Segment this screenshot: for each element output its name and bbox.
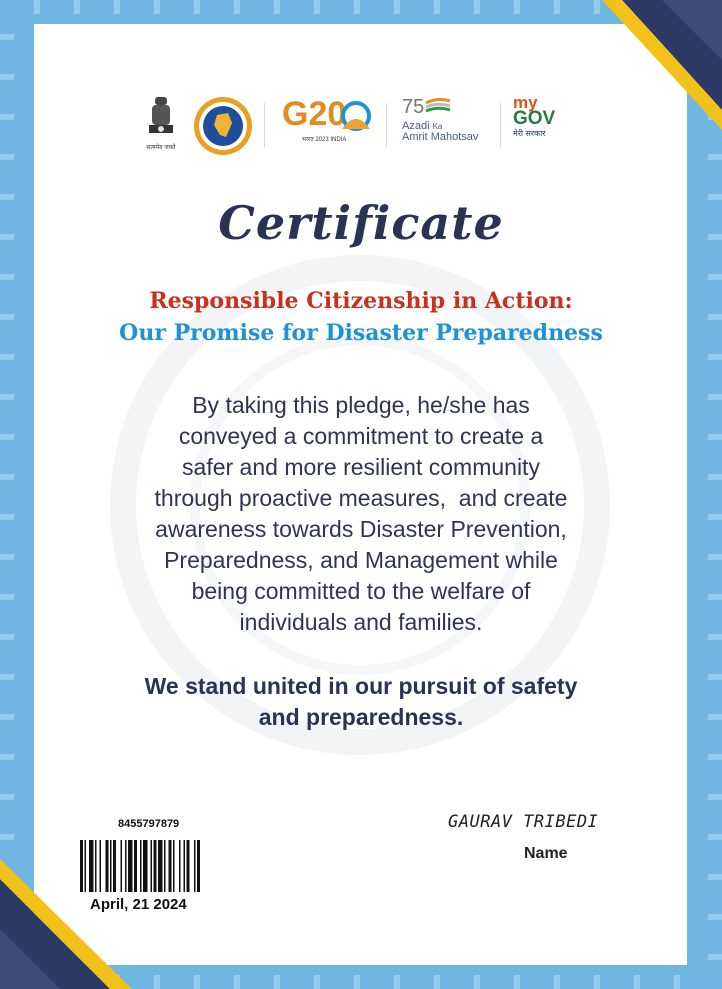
barcode	[80, 840, 260, 892]
barcode-bar	[173, 840, 175, 892]
barcode-bar	[125, 840, 127, 892]
barcode-bar	[128, 840, 133, 892]
azadi-ka: Ka	[432, 122, 443, 131]
pledge-line: By taking this pledge, he/she has	[192, 392, 530, 418]
logo-divider	[386, 103, 387, 147]
ndma-seal-icon	[192, 95, 254, 157]
pledge-body	[88, 390, 634, 638]
subtitle-line-1: Responsible Citizenship in Action:	[149, 288, 573, 314]
barcode-bar	[106, 840, 109, 892]
certificate-title: Certificate	[218, 196, 504, 250]
tricolor-75-icon	[402, 95, 452, 117]
pledge-line: safer and more resilient community	[182, 454, 540, 480]
pledge-line: individuals and families.	[239, 609, 483, 635]
lotus-globe-icon	[338, 101, 374, 135]
pledge-line: Preparedness, and Management while	[164, 547, 558, 573]
mygov-my: my	[513, 93, 538, 112]
ashoka-emblem-icon	[140, 95, 182, 141]
g20-logo	[282, 95, 377, 143]
barcode-bar	[154, 840, 157, 892]
barcode-bar	[134, 840, 137, 892]
barcode-bar	[85, 840, 87, 892]
barcode-bar	[121, 840, 123, 892]
barcode-bar	[158, 840, 163, 892]
azadi-line2: Amrit	[402, 131, 428, 143]
tagline	[90, 671, 632, 733]
pledge-line: being committed to the welfare of	[191, 578, 531, 604]
barcode-bar	[187, 840, 190, 892]
azadi-line3: Mahotsav	[430, 131, 479, 143]
barcode-bar	[197, 840, 200, 892]
barcode-bar	[95, 840, 97, 892]
logo-divider	[500, 103, 501, 147]
g20-caption: भारत 2023 INDIA	[302, 137, 347, 143]
certificate-number: 8455797879	[118, 818, 180, 830]
barcode-bar	[194, 840, 196, 892]
barcode-bar	[89, 840, 94, 892]
ndma-logo	[192, 95, 254, 161]
mygov-caption: मेरी सरकार	[513, 129, 546, 138]
barcode-bar	[80, 840, 83, 892]
g20-text: G20	[282, 95, 347, 133]
svg-text:75: 75	[402, 96, 425, 117]
azadi-ka-amrit-mahotsav-logo	[402, 95, 492, 143]
barcode-bar	[179, 840, 181, 892]
barcode-bar	[113, 840, 116, 892]
emblem-caption: सत्यमेव जयते	[146, 145, 176, 151]
tagline-line: We stand united in our pursuit of safety	[144, 673, 578, 699]
pledge-line: through proactive measures, and create	[154, 485, 568, 511]
barcode-bar	[169, 840, 172, 892]
barcode-bar	[184, 840, 186, 892]
tagline-line: and preparedness.	[258, 704, 464, 730]
issue-date: April, 21 2024	[90, 896, 187, 913]
barcode-bar	[164, 840, 166, 892]
azadi-line1: Azadi	[402, 120, 430, 132]
name-label: Name	[524, 845, 568, 862]
mygov-gov: GOV	[513, 108, 556, 129]
barcode-bar	[100, 840, 102, 892]
azadi-text	[402, 121, 492, 143]
logo-divider	[264, 103, 265, 147]
mygov-logo	[513, 95, 583, 139]
border-stripes-right	[708, 0, 722, 989]
barcode-bar	[143, 840, 148, 892]
pledge-line: conveyed a commitment to create a	[178, 423, 544, 449]
pledge-line: awareness towards Disaster Prevention,	[155, 516, 567, 542]
subtitle-line-2: Our Promise for Disaster Preparedness	[119, 320, 603, 346]
national-emblem-logo	[140, 95, 182, 151]
signature: GAURAV TRIBEDI	[448, 812, 599, 832]
barcode-bar	[140, 840, 142, 892]
barcode-bar	[151, 840, 153, 892]
barcode-bar	[110, 840, 112, 892]
logo-row	[140, 95, 590, 155]
